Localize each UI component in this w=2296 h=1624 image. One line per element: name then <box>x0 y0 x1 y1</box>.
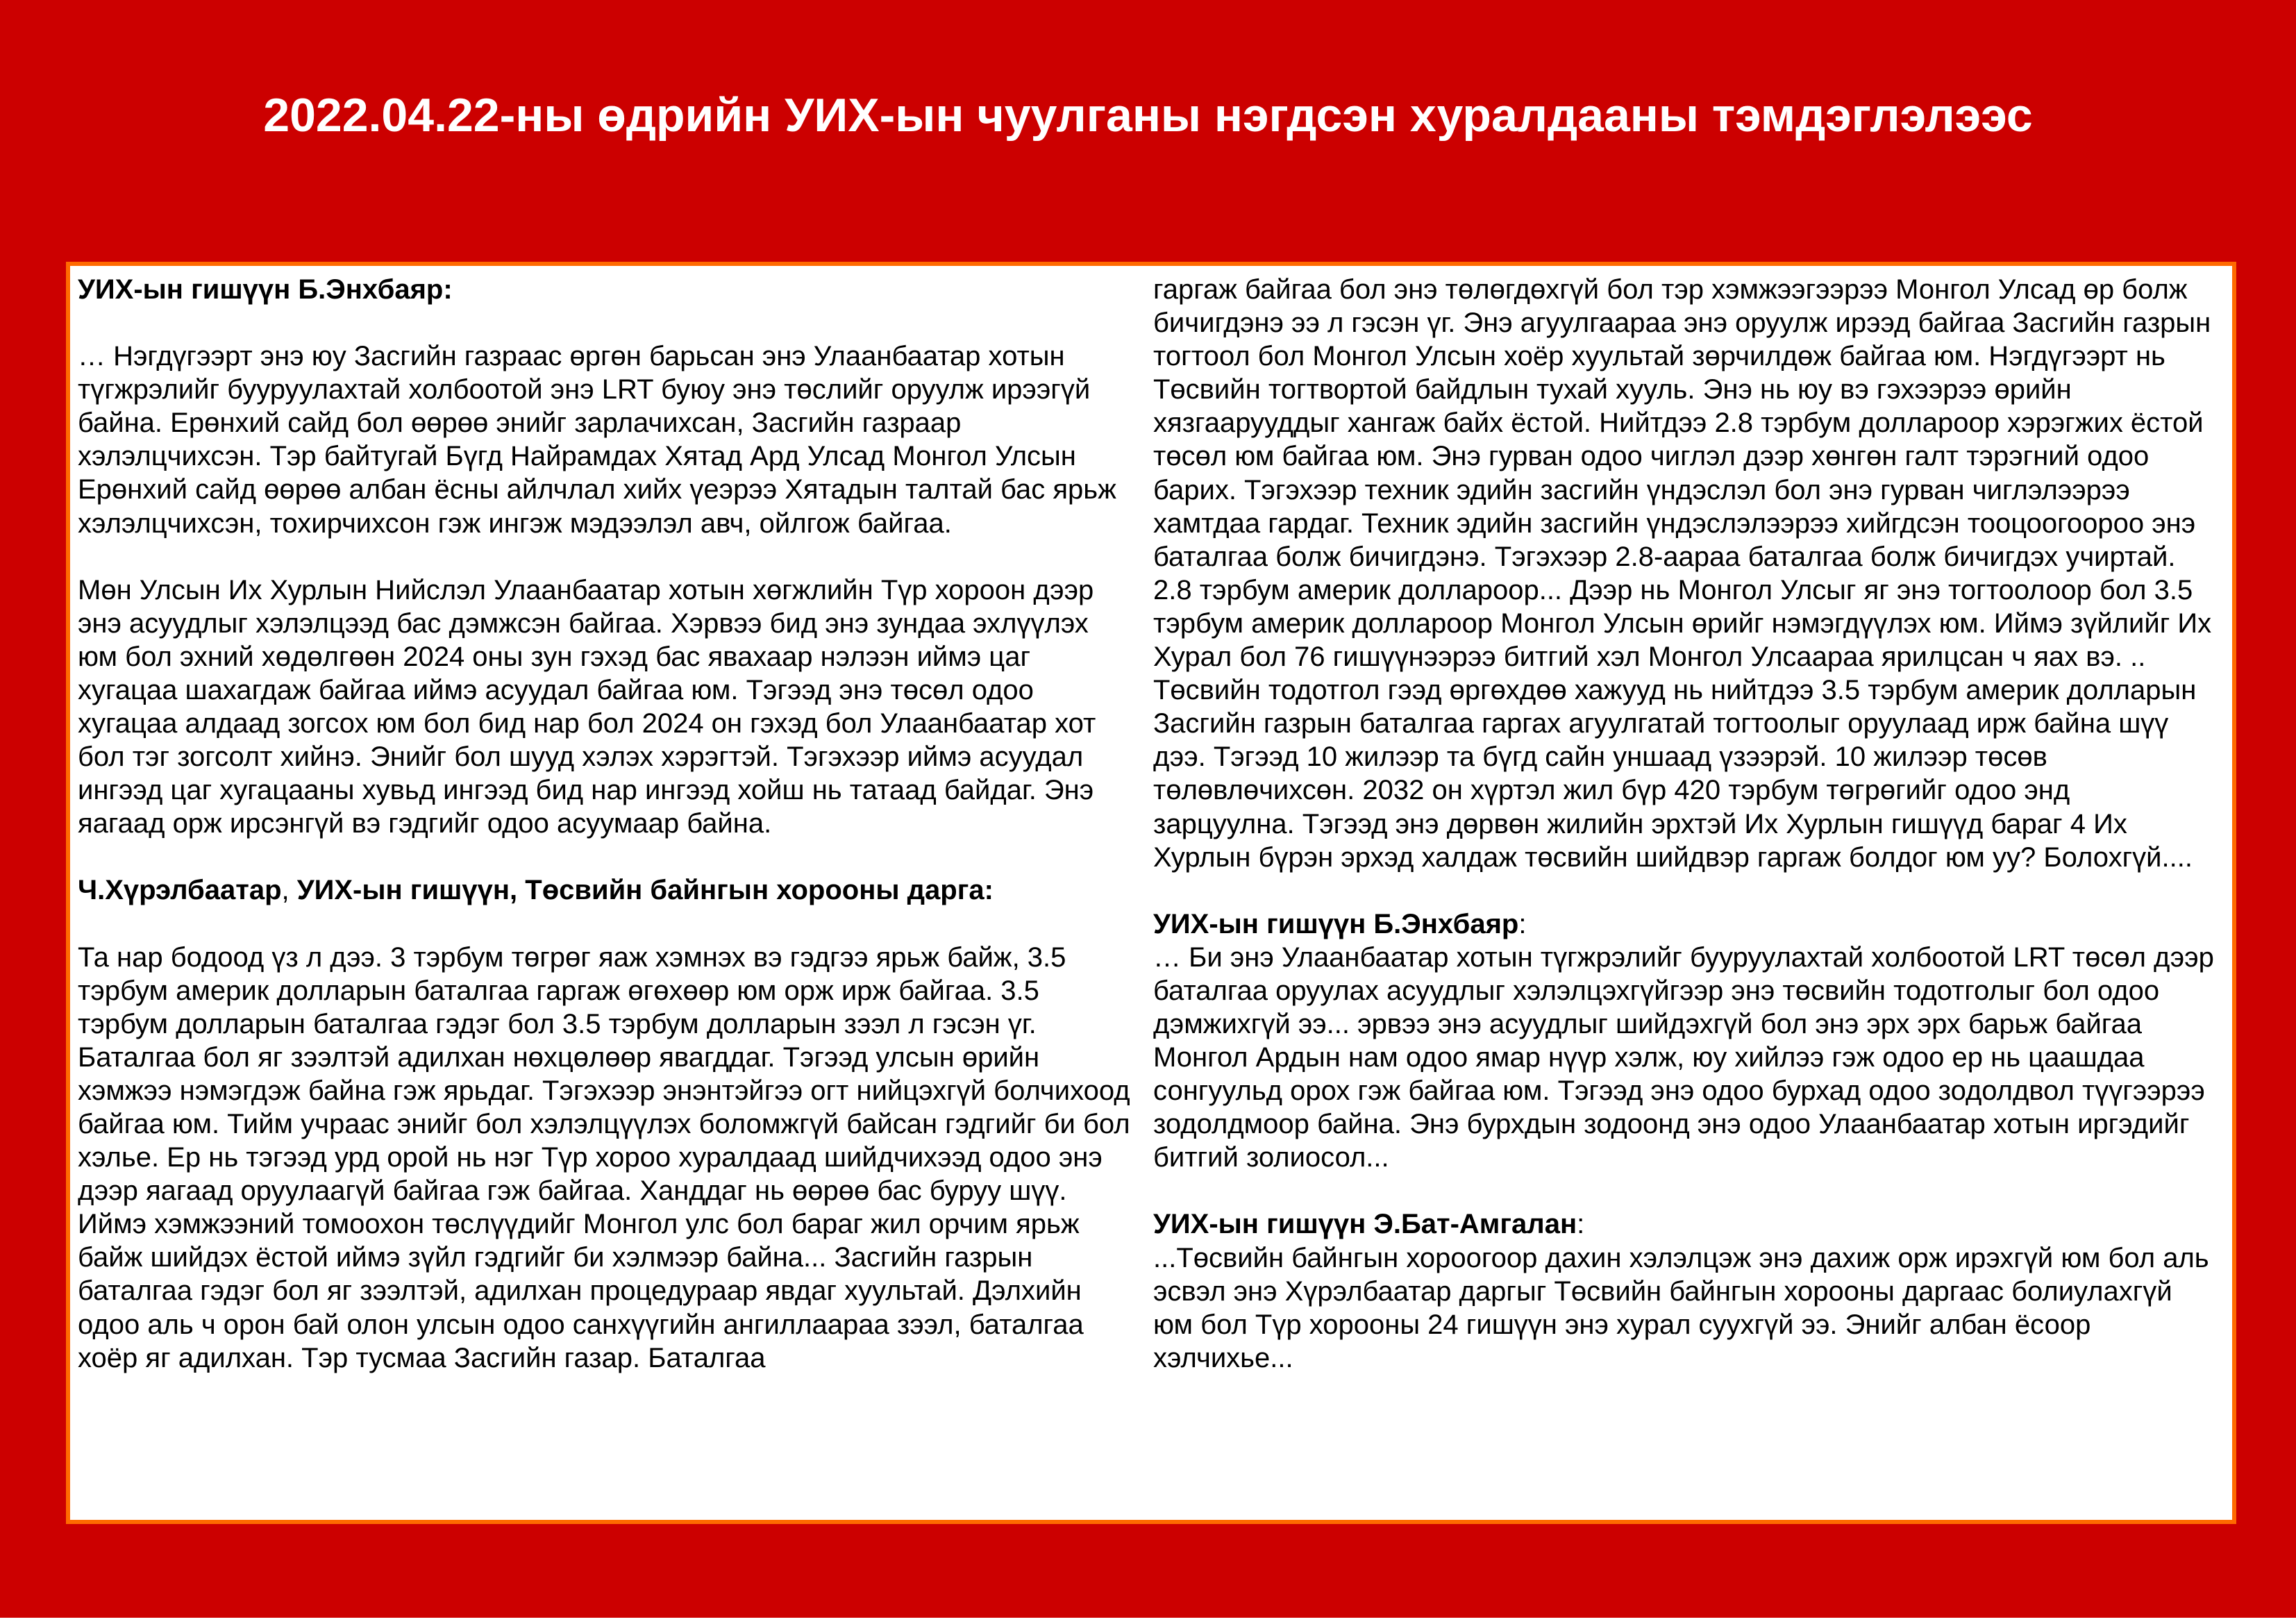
bottom-strip <box>0 1618 2296 1624</box>
right-column <box>1153 273 2215 1375</box>
bat-amgalan-paragraph: ...Төсвийн байнгын хороогоор дахин хэлэлцэж энэ дахиж орж ирэхгүй юм бол аль эсвэл энэ Хүрэлбаатар даргыг Төсвийн байнгын хорооны даргаас болиулахгүй юм бол Түр хорооны 24 гишүүн энэ хурал суухгүй ээ. Энийг албан ёсоор хэлчихье... <box>1153 1242 2209 1373</box>
enkhbayar-paragraph-3: … Би энэ Улаанбаатар хотын түгжрэлийг бууруулахтай холбоотой LRT төсөл дээр баталгаа оруулах асуудлыг хэлэлцэхгүйгээр энэ төсвийн тодотголыг бол одоо дэмжихгүй ээ... эрвээ энэ асуудлыг шийдэхгүй бол энэ эрх эрх барьж байгаа Монгол Ардын нам одоо ямар нүүр хэлж, юу хийлээ гэж одоо ер нь цаашдаа сонгуульд орох гэж байгаа юм. Тэгээд энэ одоо бурхад одоо зодолдвол түүгээрээ зодолдмоор байна. Энэ бурхдын зодоонд энэ одоо Улаанбаатар хотын иргэдийг битгий золиосол... <box>1153 941 2214 1173</box>
speaker-separator: , <box>281 875 297 906</box>
khurelbaatar-paragraph: Та нар бодоод үз л дээ. 3 тэрбум төгрөг яаж хэмнэх вэ гэдгээ ярьж байж, 3.5 тэрбум америк долларын баталгаа гаргаж өгөхөөр юм орж ирж байгаа. 3.5 тэрбум долларын баталгаа гэдэг бол 3.5 тэрбум долларын зээл л гэсэн үг. Баталгаа бол яг зээлтэй адилхан нөхцөлөөр явагддаг. Тэгээд улсын өрийн хэмжээ нэмэгдэж байна гэж ярьдаг. Тэгэхээр энэнтэйгээ огт нийцэхгүй болчихоод байгаа юм. Тийм учраас энийг бол хэлэлцүүлэх боломжгүй байсан гэдгийг би бол хэлье. Ер нь тэгээд урд орой нь нэг Түр хороо хуралдаад шийдчихээд одоо энэ дээр яагаад оруулаагүй байгаа гэж байгаа. Ханддаг нь өөрөө бас буруу шүү. Иймэ хэмжээний томоохон төслүүдийг Монгол улс бол бараг жил орчим ярьж байж шийдэх ёстой иймэ зүйл гэдгийг би хэлмээр байна... Засгийн газрын баталгаа гэдэг бол яг зээлтэй, адилхан процедураар явдаг хуультай. Дэлхийн одоо аль ч орон бай олон улсын одоо санхүүгийн ангиллаараа зээл, баталгаа хоёр яг адилхан. Тэр тусмаа Засгийн газар. Баталгаа <box>78 941 1130 1373</box>
speaker-colon: : <box>1577 1209 1585 1240</box>
speaker-khurelbaatar <box>78 873 1133 907</box>
enkhbayar-paragraph-2: Мөн Улсын Их Хурлын Нийслэл Улаанбаатар хотын хөгжлийн Түр хороон дээр энэ асуудлыг хэлэлцээд бас дэмжсэн байгаа. Хэрвээ бид энэ зундаа эхлүүлэх юм бол эхний хөдөлгөөн 2024 оны зун гэхэд бас явахаар нэлээн иймэ цаг хугацаа шахагдаж байгаа иймэ асуудал байгаа юм. Тэгээд энэ төсөл одоо хугацаа алдаад зогсох юм бол бид нар бол 2024 он гэхэд бол Улаанбаатар хот бол тэг зогсолт хийнэ. Энийг бол шууд хэлэх хэрэгтэй. Тэгэхээр иймэ асуудал ингээд цаг хугацааны хувьд ингээд бид нар ингээд хойш нь татаад байдаг. Энэ яагаад орж ирсэнгүй вэ гэдгийг одоо асуумаар байна. <box>78 574 1096 839</box>
speaker-bat-amgalan <box>1153 1207 2215 1241</box>
speaker-enkhbayar: УИХ-ын гишүүн Б.Энхбаяр: <box>78 274 453 305</box>
left-column <box>78 273 1133 1375</box>
speaker-colon: : <box>1518 908 1527 939</box>
speaker-role: УИХ-ын гишүүн, Төсвийн байнгын хорооны дарга: <box>296 875 994 906</box>
enkhbayar-paragraph-1: … Нэгдүгээрт энэ юу Засгийн газраас өргөн барьсан энэ Улаанбаатар хотын түгжрэлийг бууруулахтай холбоотой энэ LRT буюу энэ төслийг оруулж ирээгүй байна. Ерөнхий сайд бол өөрөө энийг зарлачихсан, Засгийн газраар хэлэлцчихсэн. Тэр байтугай Бүгд Найрамдах Хятад Ард Улсад Монгол Улсын Ерөнхий сайд өөрөө албан ёсны айлчлал хийх үеэрээ Хятадын талтай бас ярьж хэлэлцчихсэн, тохирчихсон гэж ингэж мэдээлэл авч, ойлгож байгаа. <box>78 341 1116 539</box>
speaker-name: УИХ-ын гишүүн Б.Энхбаяр <box>1153 908 1519 939</box>
speaker-name: Ч.Хүрэлбаатар <box>78 875 282 906</box>
page-title: 2022.04.22-ны өдрийн УИХ-ын чуулганы нэгдсэн хуралдааны тэмдэглэлээс <box>263 89 2033 142</box>
speaker-enkhbayar-2 <box>1153 907 2215 941</box>
transcript-panel <box>66 262 2236 1524</box>
speaker-name: УИХ-ын гишүүн Э.Бат-Амгалан <box>1153 1209 1577 1240</box>
khurelbaatar-paragraph-continued: гаргаж байгаа бол энэ төлөгдөхгүй бол тэр хэмжээгээрээ Монгол Улсад өр болж бичигдэнэ ээ л гэсэн үг. Энэ агуулгаараа энэ оруулж ирээд байгаа Засгийн газрын тогтоол бол Монгол Улсын хоёр хуультай зөрчилдөж байгаа юм. Нэгдүгээрт нь Төсвийн тогтвортой байдлын тухай хууль. Энэ нь юу вэ гэхээрээ өрийн хязгаарууддыг хангаж байх ёстой. Нийтдээ 2.8 тэрбум доллароор хэрэгжих ёстой төсөл юм байгаа юм. Энэ гурван одоо чиглэл дээр хөнгөн галт тэрэгний одоо барих. Тэгэхээр техник эдийн засгийн үндэслэл бол энэ гурван чиглэлээрээ хамтдаа гардаг. Техник эдийн засгийн үндэслэлээрээ хийгдсэн тооцоогоороо энэ баталгаа болж бичигдэнэ. Тэгэхээр 2.8-аараа баталгаа болж бичигдэх учиртай. 2.8 тэрбум америк доллароор... Дээр нь Монгол Улсыг яг энэ тогтоолоор бол 3.5 тэрбум америк доллароор Монгол Улсын өрийг нэмэгдүүлэх юм. Иймэ зүйлийг Их Хурал бол 76 гишүүнээрээ битгий хэл Монгол Улсаараа ярилцсан ч яах вэ. .. Төсвийн тодотгол гээд өргөхдөө хажууд нь нийтдээ 3.5 тэрбум америк долларын Засгийн газрын баталгаа гаргах агуулгатай тогтоолыг оруулаад ирж байна шүү дээ. Тэгээд 10 жилээр та бүгд сайн уншаад үзээрэй. 10 жилээр төсөв төлөвлөчихсөн. 2032 он хүртэл жил бүр 420 тэрбум төгрөгийг одоо энд зарцуулна. Тэгээд энэ дөрвөн жилийн эрхтэй Их Хурлын гишүүд бараг 4 Их Хурлын бүрэн эрхэд халдаж төсвийн шийдвэр гаргаж болдог юм уу? Болохгүй.... <box>1153 274 2212 873</box>
